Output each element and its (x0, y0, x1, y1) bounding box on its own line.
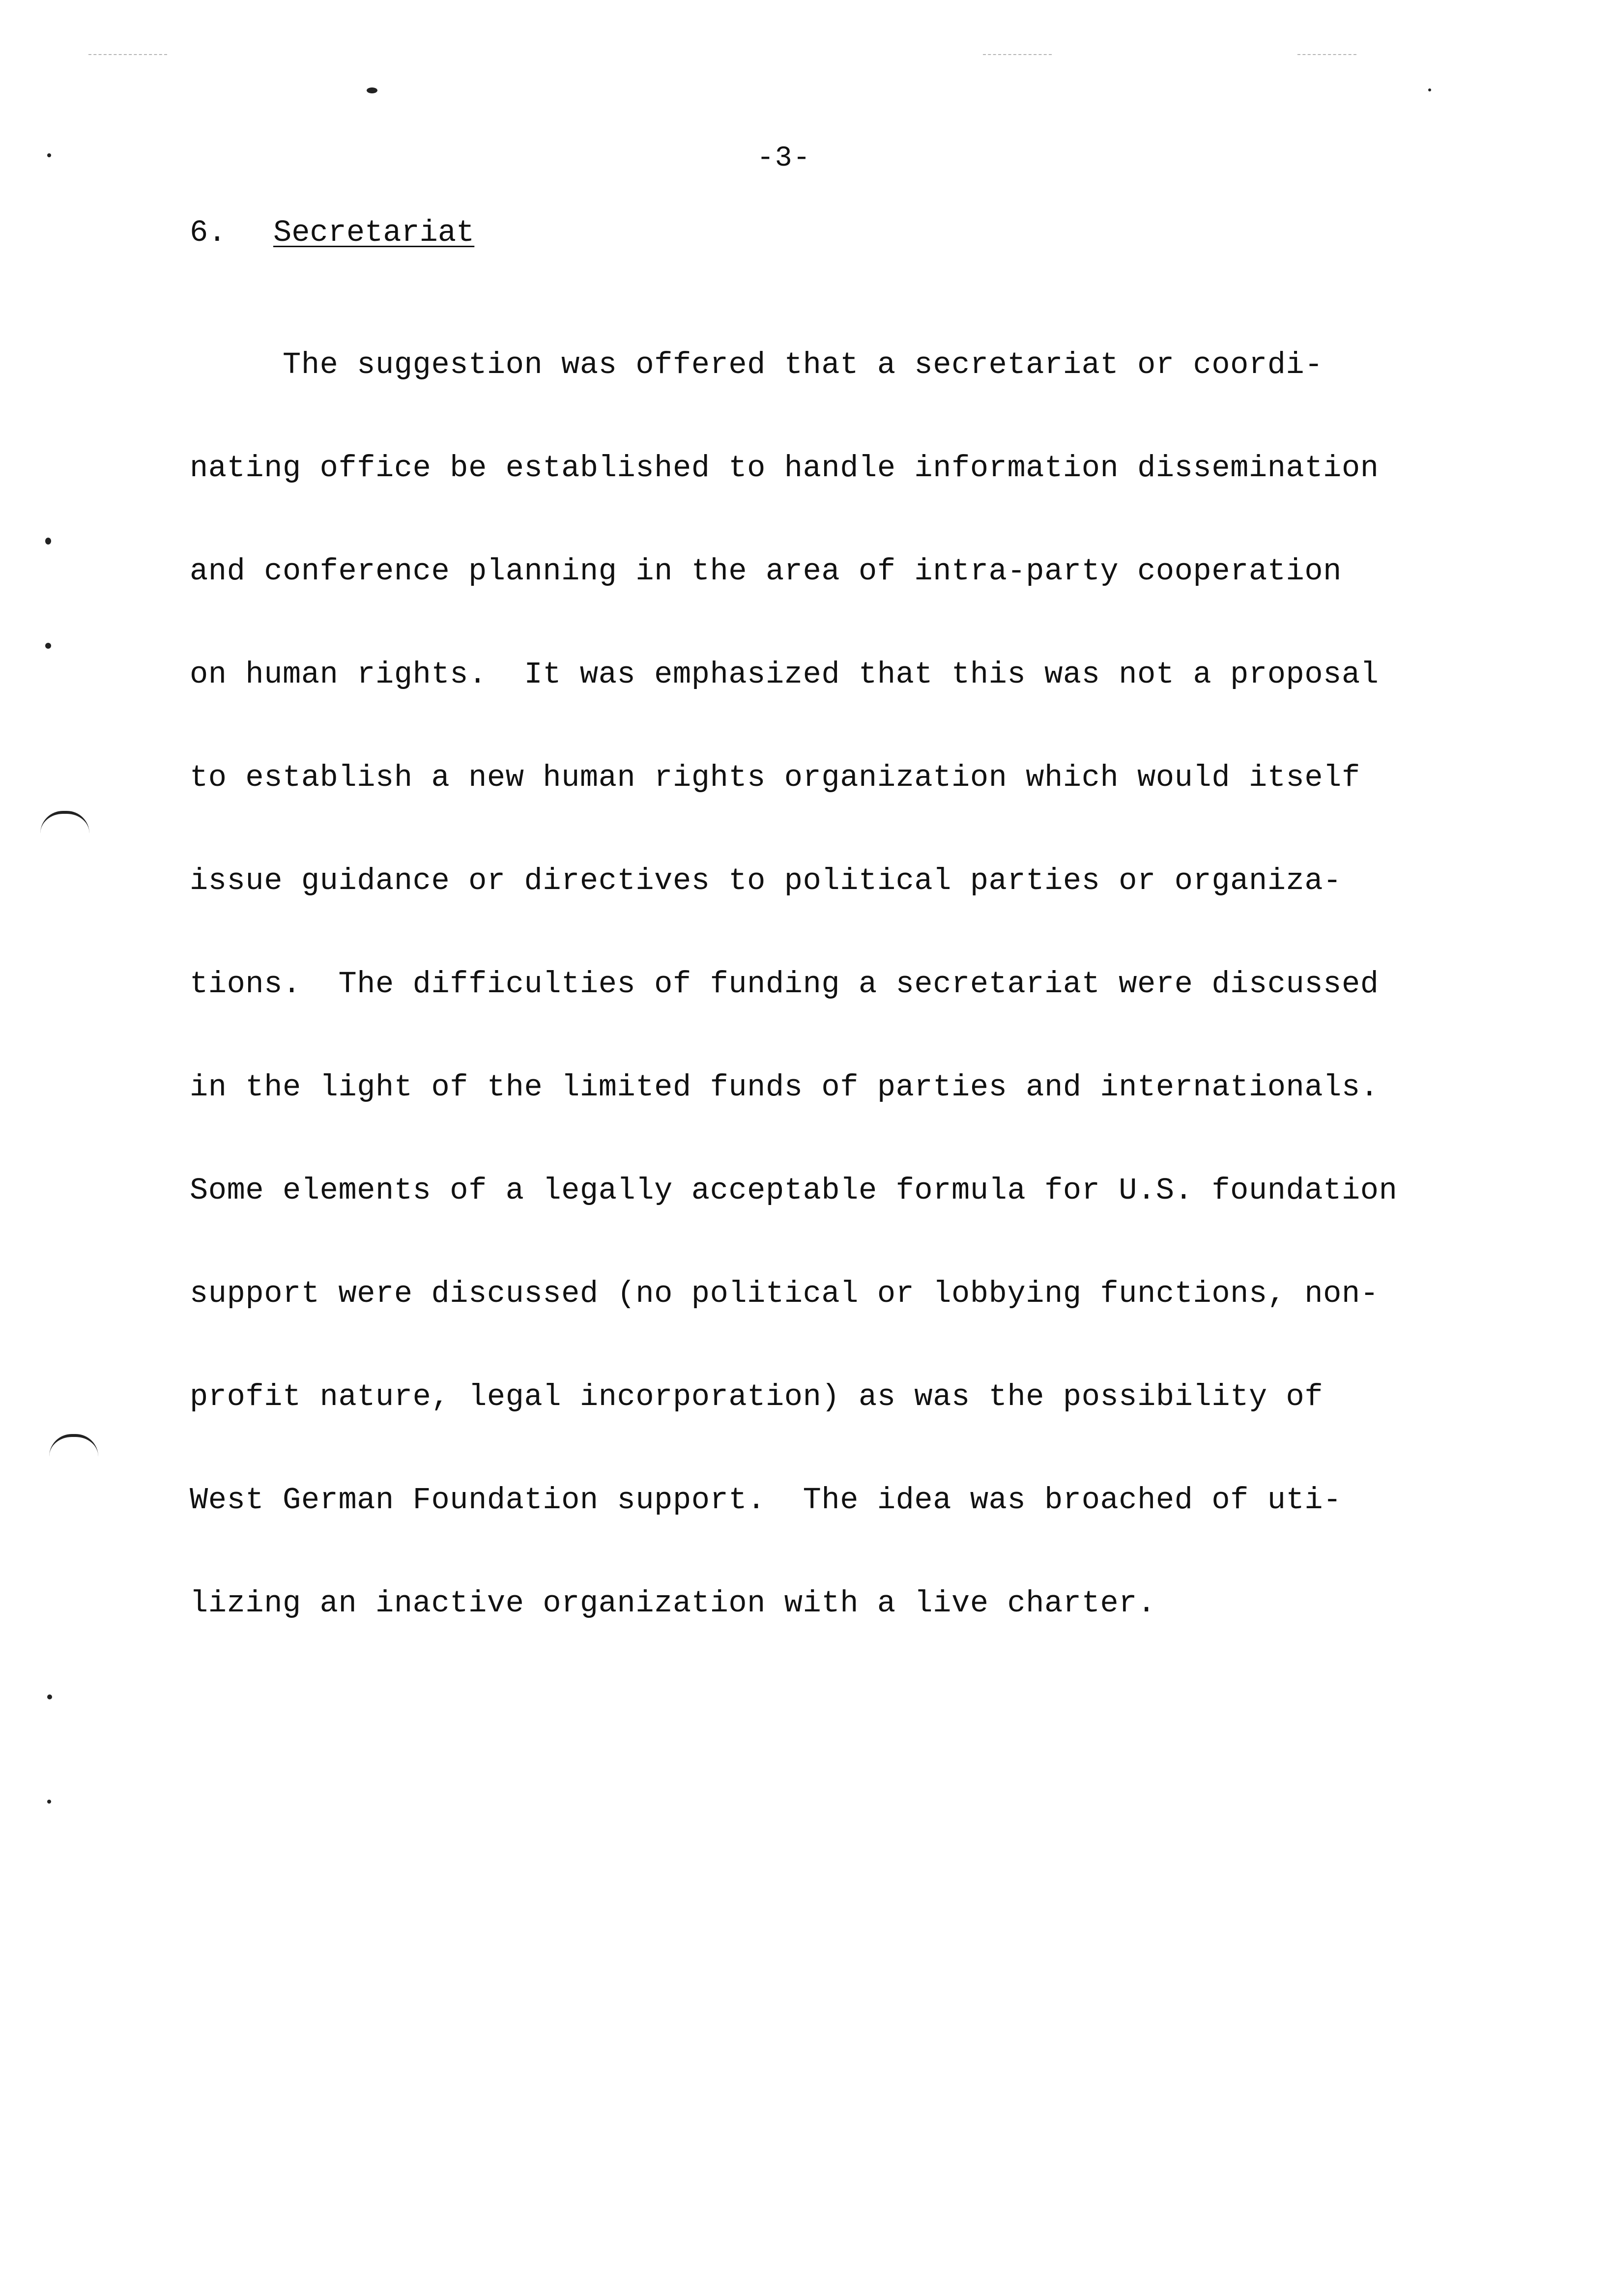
body-line: in the light of the limited funds of parties and internationals. (190, 1070, 1379, 1105)
page-number: -3- (757, 143, 811, 174)
section-title: Secretariat (273, 215, 475, 250)
section-body (190, 279, 1397, 1690)
scan-speck (47, 1800, 51, 1804)
body-line: on human rights. It was emphasized that this was not a proposal (190, 657, 1379, 692)
scan-speck (367, 87, 377, 93)
punch-hole-mark (49, 1434, 98, 1457)
body-line: The suggestion was offered that a secretariat or coordi- (190, 347, 1324, 382)
scan-edge-mark (1297, 54, 1356, 55)
body-line: and conference planning in the area of intra-party cooperation (190, 554, 1342, 589)
body-line: support were discussed (no political or lobbying functions, non- (190, 1276, 1379, 1311)
body-line: profit nature, legal incorporation) as was the possibility of (190, 1379, 1324, 1414)
scan-edge-mark (983, 54, 1052, 55)
scan-speck (1428, 88, 1431, 91)
scan-speck (47, 1694, 52, 1699)
body-line: West German Foundation support. The idea was broached of uti- (190, 1483, 1342, 1518)
body-line: to establish a new human rights organization which would itself (190, 760, 1360, 795)
scan-speck (45, 538, 51, 545)
body-line: lizing an inactive organization with a live charter. (190, 1586, 1156, 1621)
body-line: Some elements of a legally acceptable formula for U.S. foundation (190, 1173, 1398, 1208)
punch-hole-mark (40, 811, 89, 833)
scan-edge-mark (88, 54, 167, 55)
scan-speck (45, 643, 51, 649)
body-line: issue guidance or directives to political parties or organiza- (190, 863, 1342, 898)
scan-speck (47, 153, 51, 157)
section-heading (190, 215, 474, 250)
section-number: 6. (190, 215, 227, 250)
body-line: tions. The difficulties of funding a secretariat were discussed (190, 967, 1379, 1002)
body-line: nating office be established to handle information dissemination (190, 451, 1379, 486)
